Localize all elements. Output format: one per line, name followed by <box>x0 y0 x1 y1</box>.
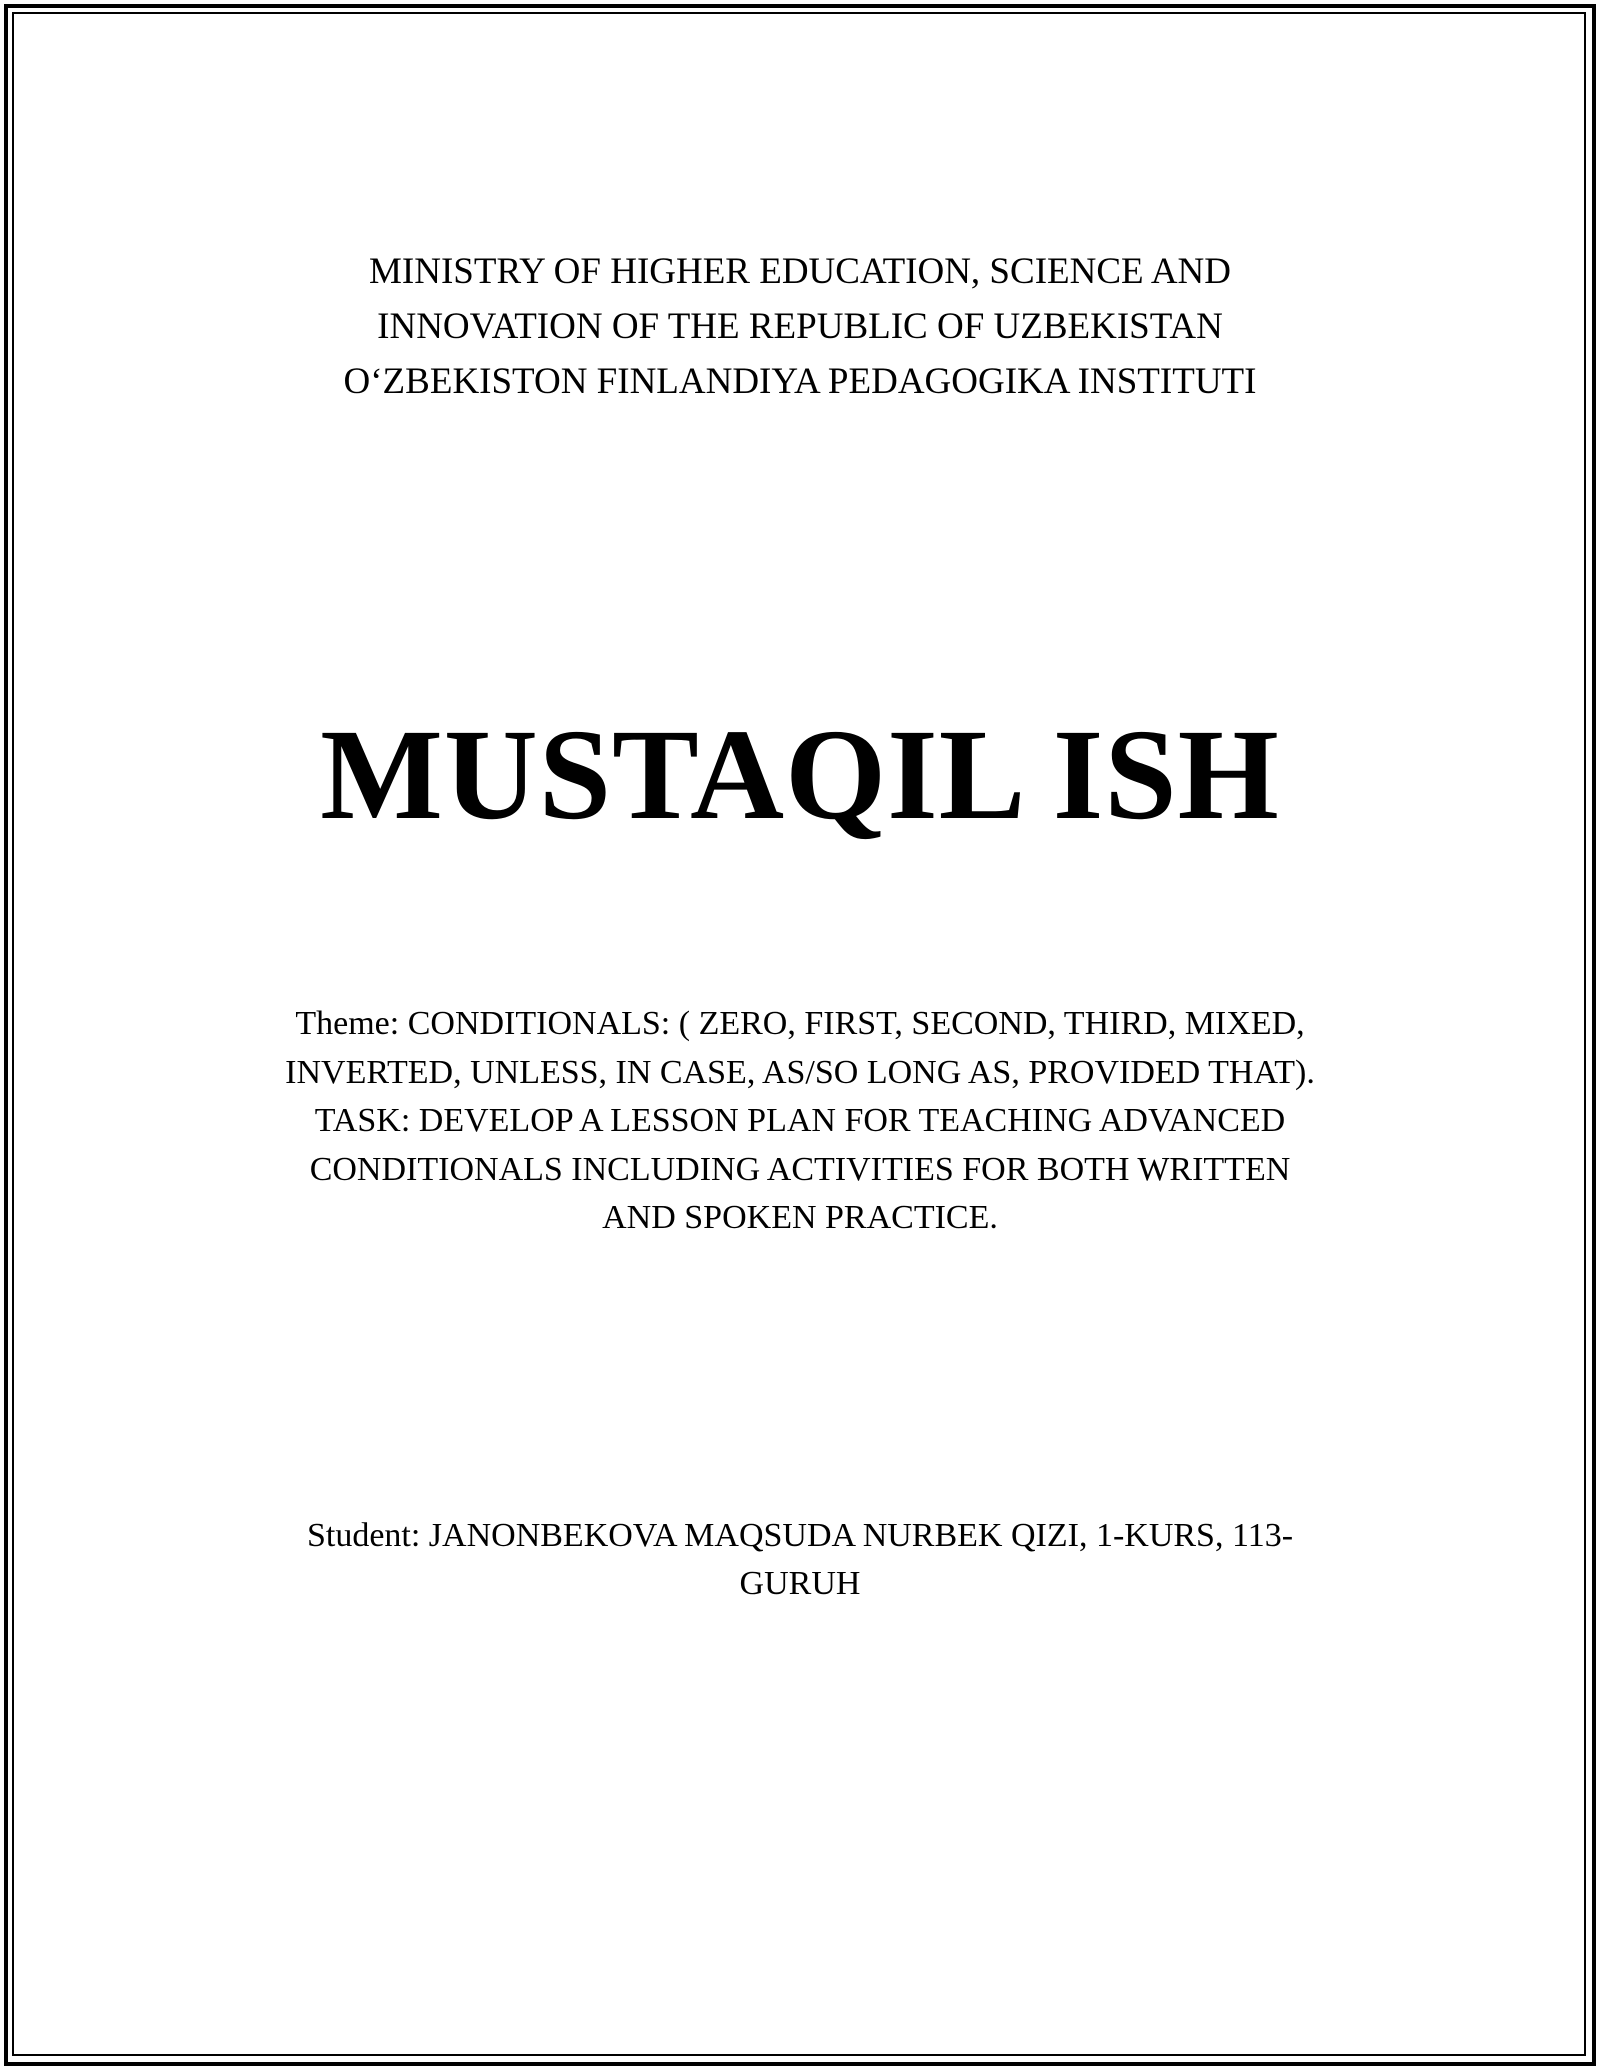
institution-header <box>0 244 1600 409</box>
theme-line-1: Theme: CONDITIONALS: ( ZERO, FIRST, SECOND, THIRD, MIXED, <box>295 1005 1305 1042</box>
student-info <box>0 1512 1600 1608</box>
task-line-1: TASK: DEVELOP A LESSON PLAN FOR TEACHING ADVANCED <box>314 1102 1286 1139</box>
document-title: MUSTAQIL ISH <box>320 703 1280 847</box>
theme-block <box>0 1000 1600 1243</box>
header-line-ministry-1: MINISTRY OF HIGHER EDUCATION, SCIENCE AND <box>369 251 1231 292</box>
task-line-3: AND SPOKEN PRACTICE. <box>602 1199 998 1236</box>
student-line-1: Student: JANONBEKOVA MAQSUDA NURBEK QIZI, 1-KURS, 113- <box>306 1517 1294 1554</box>
theme-line-2: INVERTED, UNLESS, IN CASE, AS/SO LONG AS, PROVIDED THAT). <box>285 1053 1315 1091</box>
header-line-institute: O‘ZBEKISTON FINLANDIYA PEDAGOGIKA INSTITUTI <box>343 361 1257 402</box>
task-line-2: CONDITIONALS INCLUDING ACTIVITIES FOR BOTH WRITTEN <box>309 1150 1291 1188</box>
header-line-ministry-2: INNOVATION OF THE REPUBLIC OF UZBEKISTAN <box>377 306 1223 347</box>
student-line-2: GURUH <box>739 1565 861 1602</box>
